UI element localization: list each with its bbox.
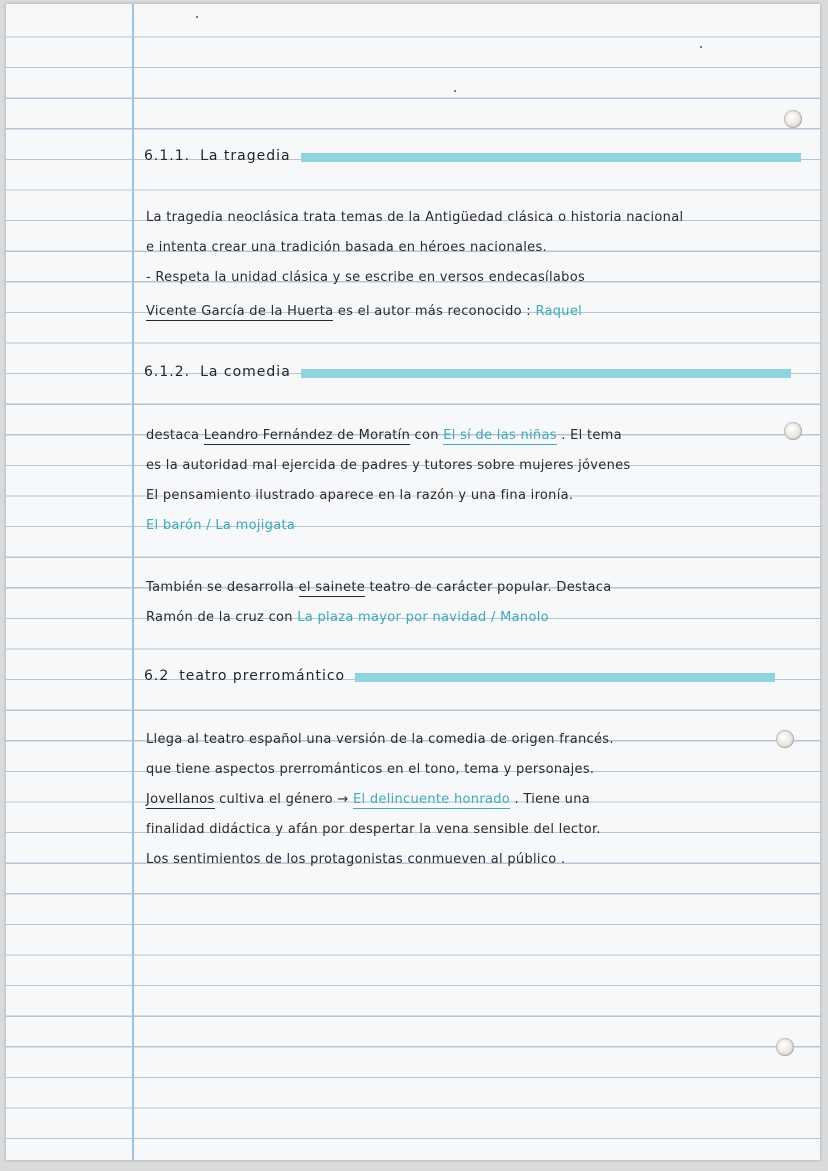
text-line: Llega al teatro español una versión de la comedia de origen francés. — [146, 732, 614, 747]
section-number: 6.1.1. — [144, 148, 191, 164]
work-title: Raquel — [535, 304, 583, 319]
text-fragment: También se desarrolla — [146, 580, 295, 595]
work-title: El sí de las niñas — [443, 428, 557, 443]
notebook-page — [6, 4, 820, 1160]
punch-hole-upper-middle — [784, 422, 802, 440]
section-heading-tragedia — [144, 148, 801, 164]
text-line: - Respeta la unidad clásica y se escribe en versos endecasílabos — [146, 270, 586, 285]
section-title: La tragedia — [200, 148, 291, 164]
author-line — [146, 304, 582, 320]
section-title: teatro prerromántico — [179, 668, 346, 684]
section-number: 6.1.2. — [144, 364, 191, 380]
text-line: es la autoridad mal ejercida de padres y tutores sobre mujeres jóvenes — [146, 458, 631, 473]
highlight-bar — [355, 673, 775, 682]
text-line — [146, 792, 590, 808]
section-title: La comedia — [200, 364, 291, 380]
text-fragment: . Tiene una — [514, 792, 591, 807]
work-title: El delincuente honrado — [352, 792, 511, 807]
text-fragment: teatro de carácter popular. Destaca — [369, 580, 612, 595]
text-fragment: . El tema — [561, 428, 622, 443]
ink-dot — [196, 16, 198, 18]
text-line: El pensamiento ilustrado aparece en la razón y una fina ironía. — [146, 488, 574, 503]
section-heading-comedia — [144, 364, 791, 380]
section-number: 6.2 — [144, 668, 170, 684]
text-line: que tiene aspectos prerrománticos en el tono, tema y personajes. — [146, 762, 595, 777]
text-line: e intenta crear una tradición basada en héroes nacionales. — [146, 240, 547, 255]
text-line: La tragedia neoclásica trata temas de la Antigüedad clásica o historia nacional — [146, 210, 684, 225]
punch-hole-lower-middle — [776, 730, 794, 748]
text-fragment: con — [414, 428, 439, 443]
author-name: Leandro Fernández de Moratín — [203, 428, 411, 443]
author-name: Vicente García de la Huerta — [146, 304, 334, 319]
text-line — [146, 580, 611, 596]
author-name: Jovellanos — [146, 792, 215, 807]
work-titles-line: El barón / La mojigata — [146, 518, 296, 533]
punch-hole-bottom — [776, 1038, 794, 1056]
ink-dot — [700, 46, 702, 48]
text-line: finalidad didáctica y afán por despertar la vena sensible del lector. — [146, 822, 601, 837]
punch-hole-top — [784, 110, 802, 128]
text-fragment: Ramón de la cruz con — [146, 610, 293, 625]
text-line — [146, 610, 549, 626]
text-line: Los sentimientos de los protagonistas conmueven al público . — [146, 852, 566, 867]
section-heading-prerromantico — [144, 668, 775, 684]
highlight-bar — [301, 153, 801, 162]
margin-line — [132, 4, 134, 1160]
text-fragment: destaca — [146, 428, 200, 443]
work-title: La plaza mayor por navidad / Manolo — [297, 610, 549, 625]
text-fragment: es el autor más reconocido : — [337, 304, 531, 319]
genre-term: el sainete — [298, 580, 366, 595]
ink-dot — [454, 90, 456, 92]
text-line — [146, 428, 622, 444]
text-fragment: cultiva el género → — [219, 792, 349, 807]
highlight-bar — [301, 369, 791, 378]
